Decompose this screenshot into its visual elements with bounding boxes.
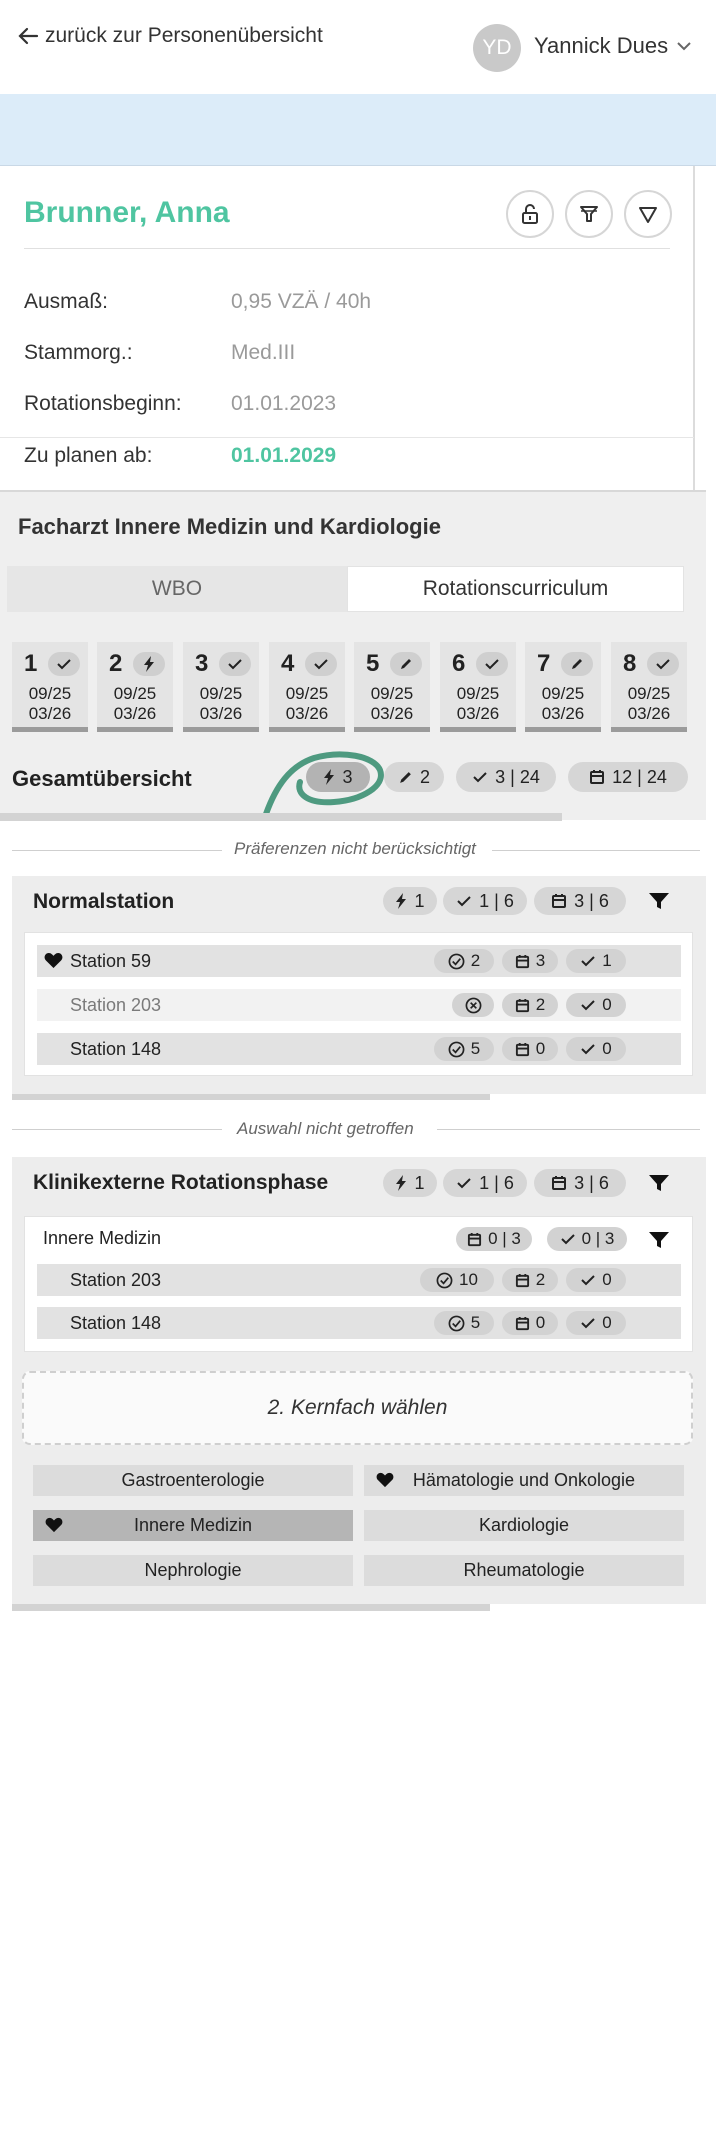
station-check-badge[interactable] [566, 1268, 626, 1292]
station-calendar-badge[interactable] [502, 949, 558, 973]
rotation-number: 4 [281, 650, 295, 677]
station-count-c: 0 [602, 1270, 612, 1289]
calendar-icon [551, 1175, 567, 1191]
overview-check-count: 3 | 24 [495, 766, 540, 787]
station-calendar-badge[interactable] [502, 993, 558, 1017]
check-icon [580, 1042, 596, 1056]
subject-label: Kardiologie [478, 1515, 570, 1535]
info-label-zu-planen: Zu planen ab: [24, 444, 153, 467]
info-label-ausmass: Ausmaß: [24, 290, 109, 313]
rotation-number: 8 [623, 650, 637, 677]
station-check-badge[interactable] [566, 1037, 626, 1061]
check-circle-icon [436, 1272, 453, 1289]
pencil-icon [390, 652, 422, 676]
info-label-rotationsbeginn: Rotationsbeginn: [24, 392, 182, 415]
user-name[interactable]: Yannick Dues [534, 33, 669, 58]
station-preference-badge[interactable] [434, 1311, 494, 1335]
info-value-rotationsbeginn: 01.01.2023 [231, 392, 337, 415]
check-icon [560, 1232, 576, 1246]
arrow-left-icon[interactable] [17, 25, 39, 47]
normal-bolt-count: 1 [414, 890, 425, 911]
scrollbar[interactable] [693, 166, 695, 492]
rotation-card[interactable] [97, 642, 173, 732]
rotation-from: 09/25 [627, 684, 671, 703]
overview-pencil-count: 2 [419, 766, 430, 787]
station-name: Station 59 [70, 951, 152, 971]
station-count-b: 0 [535, 1313, 546, 1332]
station-count-c: 0 [602, 995, 612, 1014]
calendar-icon [467, 1232, 482, 1247]
rotation-from: 09/25 [28, 684, 72, 703]
divider [12, 850, 222, 851]
check-circle-icon [448, 1041, 465, 1058]
filter-icon[interactable] [648, 1231, 670, 1249]
heart-icon [45, 1517, 63, 1533]
rotation-to: 03/26 [113, 704, 157, 723]
station-preference-badge[interactable] [434, 1037, 494, 1061]
info-value-stammorg: Med.III [231, 341, 296, 364]
station-preference-badge[interactable] [434, 949, 494, 973]
overview-progress-bar [0, 813, 562, 821]
station-count-b: 2 [535, 1270, 546, 1289]
extern-calendar-badge[interactable] [534, 1169, 626, 1197]
subject-label: Nephrologie [144, 1560, 242, 1580]
check-circle-icon [448, 953, 465, 970]
group-calendar-badge[interactable] [456, 1227, 532, 1251]
overview-bolt-count: 3 [342, 766, 353, 787]
overview-check-badge[interactable] [456, 762, 556, 792]
rotation-from: 09/25 [113, 684, 157, 703]
subject-option[interactable] [364, 1510, 684, 1541]
group-calendar-count: 0 | 3 [488, 1229, 521, 1248]
rotation-card[interactable] [12, 642, 88, 732]
station-count-b: 3 [535, 951, 546, 970]
x-circle-icon [465, 997, 482, 1014]
choose-core-subject-dropzone[interactable]: 2. Kernfach wählen [22, 1371, 693, 1445]
overview-pencil-badge[interactable] [384, 762, 444, 792]
divider [0, 437, 694, 438]
pencil-icon [561, 652, 593, 676]
calendar-icon [589, 769, 605, 785]
rotation-from: 09/25 [456, 684, 500, 703]
rotation-card[interactable] [354, 642, 430, 732]
filter-icon[interactable] [648, 892, 670, 910]
extern-progress-bar [12, 1604, 490, 1611]
station-calendar-badge[interactable] [502, 1311, 558, 1335]
avatar[interactable]: YD [473, 24, 521, 72]
station-name: Station 148 [70, 1313, 162, 1333]
check-icon [580, 954, 596, 968]
extern-bolt-badge[interactable] [383, 1169, 437, 1197]
station-name: Station 203 [70, 995, 162, 1015]
rotation-to: 03/26 [370, 704, 414, 723]
rotation-card[interactable] [525, 642, 601, 732]
pencil-icon [398, 770, 413, 785]
calendar-icon [551, 893, 567, 909]
check-icon [647, 652, 679, 676]
normal-calendar-count: 3 | 6 [574, 890, 609, 911]
check-icon [580, 1316, 596, 1330]
info-value-ausmass: 0,95 VZÄ / 40h [231, 290, 372, 313]
triangle-down-icon [637, 203, 659, 225]
subject-label: Rheumatologie [463, 1560, 585, 1580]
group-check-badge[interactable] [547, 1227, 627, 1251]
calendar-icon [515, 1316, 530, 1331]
rotation-to: 03/26 [285, 704, 329, 723]
subject-option[interactable] [33, 1465, 353, 1496]
overview-bolt-badge[interactable] [306, 762, 370, 792]
check-icon [48, 652, 80, 676]
normal-check-badge[interactable] [443, 887, 527, 915]
calendar-icon [515, 998, 530, 1013]
group-name: Innere Medizin [43, 1228, 162, 1248]
overview-label: Gesamtübersicht [12, 766, 192, 791]
rotation-from: 09/25 [199, 684, 243, 703]
divider [24, 248, 670, 249]
check-icon [456, 1176, 472, 1190]
divider [492, 850, 700, 851]
subject-label: Hämatologie und Onkologie [412, 1470, 636, 1490]
back-bar[interactable] [0, 94, 716, 166]
station-name: Station 148 [70, 1039, 162, 1059]
station-excluded-badge[interactable] [452, 993, 494, 1017]
check-icon [580, 1273, 596, 1287]
subject-option[interactable] [33, 1510, 353, 1541]
filter-button[interactable] [565, 190, 613, 238]
station-count-a: 2 [470, 951, 481, 970]
subject-label: Innere Medizin [133, 1515, 253, 1535]
rotation-card[interactable] [611, 642, 687, 732]
subject-label: Gastroenterologie [121, 1470, 265, 1490]
rotation-to: 03/26 [199, 704, 243, 723]
triangle-filter-button[interactable] [624, 190, 672, 238]
rotation-number: 3 [195, 650, 209, 677]
curriculum-title: Facharzt Innere Medizin und Kardiologie [18, 514, 441, 539]
station-count-a: 5 [470, 1313, 481, 1332]
divider [437, 1129, 700, 1130]
rotation-card[interactable] [269, 642, 345, 732]
station-count-a: 10 [459, 1270, 478, 1289]
station-calendar-badge[interactable] [502, 1268, 558, 1292]
overview-calendar-badge[interactable] [568, 762, 688, 792]
bolt-icon [395, 1175, 407, 1191]
station-check-badge[interactable] [566, 1311, 626, 1335]
rotation-card[interactable] [440, 642, 516, 732]
extern-calendar-count: 3 | 6 [574, 1172, 609, 1193]
check-icon [219, 652, 251, 676]
rotation-number: 5 [366, 650, 380, 677]
unlock-icon [519, 203, 541, 225]
station-check-badge[interactable] [566, 993, 626, 1017]
heart-icon[interactable] [44, 952, 63, 969]
normal-progress-bar [12, 1094, 490, 1100]
info-label-stammorg: Stammorg.: [24, 341, 133, 364]
extern-check-badge[interactable] [443, 1169, 527, 1197]
rotation-to: 03/26 [627, 704, 671, 723]
tab-wbo[interactable]: WBO [7, 566, 347, 612]
extern-bolt-count: 1 [414, 1172, 425, 1193]
separator-label: Auswahl nicht getroffen [237, 1119, 414, 1138]
subject-option[interactable] [33, 1555, 353, 1586]
overview-calendar-count: 12 | 24 [612, 766, 667, 787]
rotation-from: 09/25 [370, 684, 414, 703]
rotation-to: 03/26 [28, 704, 72, 723]
bolt-icon [323, 769, 335, 785]
separator-label: Präferenzen nicht berücksichtigt [234, 839, 476, 858]
check-icon [476, 652, 508, 676]
heart-icon [376, 1472, 394, 1488]
rotation-from: 09/25 [541, 684, 585, 703]
rotation-number: 2 [109, 650, 123, 677]
rotation-number: 7 [537, 650, 551, 677]
rotation-card[interactable] [183, 642, 259, 732]
normal-check-count: 1 | 6 [479, 890, 514, 911]
bolt-icon [133, 652, 165, 676]
chevron-down-icon[interactable] [676, 38, 692, 54]
station-preference-badge[interactable] [420, 1268, 494, 1292]
normal-calendar-badge[interactable] [534, 887, 626, 915]
station-calendar-badge[interactable] [502, 1037, 558, 1061]
subject-option[interactable] [364, 1555, 684, 1586]
tab-rotationscurriculum[interactable]: Rotationscurriculum [347, 566, 684, 612]
station-name: Station 203 [70, 1270, 162, 1290]
check-icon [472, 770, 488, 784]
normal-bolt-badge[interactable] [383, 887, 437, 915]
station-count-a: 5 [470, 1039, 481, 1058]
calendar-icon [515, 954, 530, 969]
station-check-badge[interactable] [566, 949, 626, 973]
section-title: Klinikexterne Rotationsphase [33, 1171, 329, 1194]
check-icon [456, 894, 472, 908]
group-check-count: 0 | 3 [581, 1229, 615, 1248]
bolt-icon [395, 893, 407, 909]
rotation-to: 03/26 [541, 704, 585, 723]
station-count-b: 2 [535, 995, 546, 1014]
check-circle-icon [448, 1315, 465, 1332]
divider [12, 1129, 222, 1130]
rotation-number: 6 [452, 650, 466, 677]
rotation-to: 03/26 [456, 704, 500, 723]
extern-check-count: 1 | 6 [479, 1172, 514, 1193]
person-name: Brunner, Anna [24, 196, 230, 229]
subject-option[interactable] [364, 1465, 684, 1496]
section-title: Normalstation [33, 890, 175, 913]
check-icon [305, 652, 337, 676]
check-icon [580, 998, 596, 1012]
rotation-number: 1 [24, 650, 38, 677]
station-count-c: 1 [602, 951, 612, 970]
station-count-c: 0 [602, 1313, 612, 1332]
info-value-zu-planen: 01.01.2029 [231, 444, 337, 467]
station-count-c: 0 [602, 1039, 612, 1058]
rotation-from: 09/25 [285, 684, 329, 703]
unlock-button[interactable] [506, 190, 554, 238]
filter-icon[interactable] [648, 1174, 670, 1192]
calendar-icon [515, 1042, 530, 1057]
station-count-b: 0 [535, 1039, 546, 1058]
filter-outline-icon [578, 203, 600, 225]
back-link[interactable]: zurück zur Personenübersicht [45, 24, 323, 47]
calendar-icon [515, 1273, 530, 1288]
